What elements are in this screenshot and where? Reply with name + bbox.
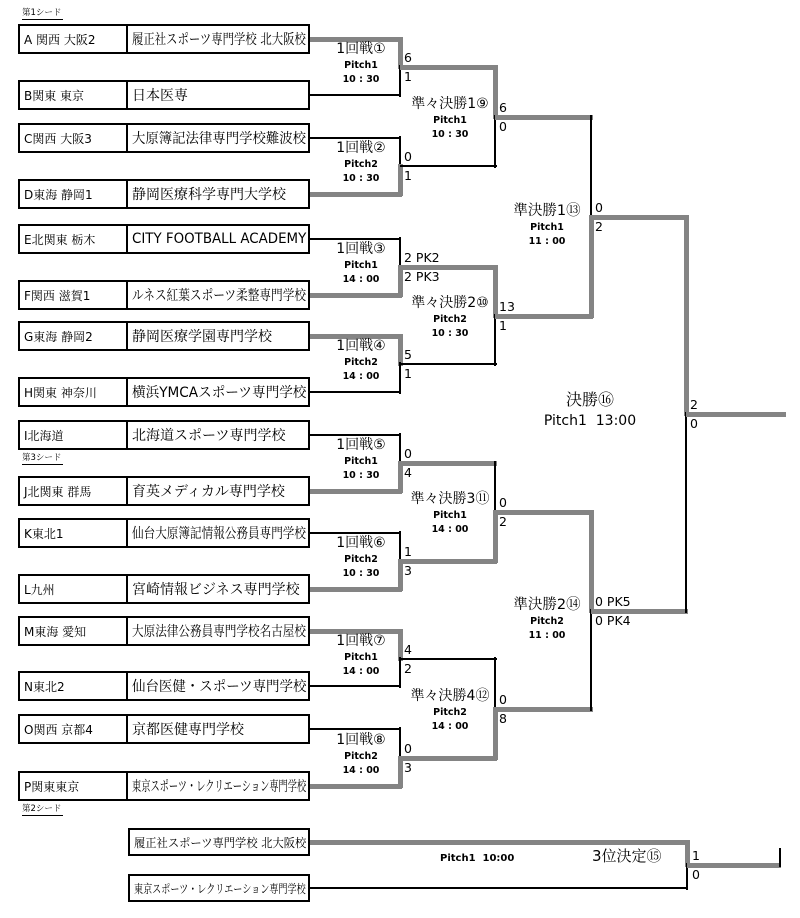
qf-match-3-label-time: 14 : 00 <box>431 524 469 535</box>
sf-match-1-label-title: 準決勝1⑬ <box>513 203 581 219</box>
sf-match-2-label-title: 準決勝2⑭ <box>513 597 581 613</box>
line-qf-1-bottom <box>494 115 496 168</box>
team-school-B <box>128 82 308 108</box>
line-qf-3-out <box>495 510 593 515</box>
team-region-E <box>20 226 128 252</box>
sf-match-2-score-top: 0 PK5 <box>595 594 631 609</box>
team-region-M <box>20 618 128 644</box>
team-school-label: 育英メディカル専門学校 <box>132 484 285 500</box>
round1-match-5-label-time: 10 : 30 <box>342 470 380 481</box>
qf-match-3-label-title: 準々決勝3⑪ <box>410 491 490 507</box>
line-team-L <box>310 587 402 592</box>
round1-match-8-label-title: 1回戦⑧ <box>336 732 386 748</box>
team-school-label: 北海道スポーツ専門学校 <box>132 428 286 444</box>
round1-match-3-label-title: 1回戦③ <box>336 241 386 257</box>
team-school-label: 静岡医療科学専門大学校 <box>132 187 286 203</box>
round1-match-1-label-time: 10 : 30 <box>342 74 380 85</box>
team-region-O <box>20 716 128 742</box>
round1-match-4-label-pitch: Pitch2 <box>344 357 378 368</box>
team-school-label: CITY FOOTBALL ACADEMY <box>132 231 307 247</box>
round1-match-1-label-title: 1回戦① <box>336 41 386 57</box>
round1-match-4-score-bottom: 1 <box>404 366 412 381</box>
third-place-school-label: 履正社スポーツ専門学校 北大阪校 <box>134 835 307 850</box>
round1-match-5-label-pitch: Pitch1 <box>344 456 378 467</box>
team-school-C <box>128 125 308 151</box>
team-region-C <box>20 125 128 151</box>
round1-match-2-label-time: 10 : 30 <box>342 173 380 184</box>
round1-match-7-label <box>322 632 400 678</box>
team-region-label: N東北2 <box>24 679 65 694</box>
team-school-M <box>128 618 308 644</box>
line-final-bottom <box>685 412 687 613</box>
team-school-P <box>128 773 308 799</box>
team-region-label: H関東 神奈川 <box>24 385 97 400</box>
team-box-E <box>18 224 310 254</box>
team-region-J <box>20 478 128 504</box>
line-r1-1-out <box>400 65 497 70</box>
team-school-label: 履正社スポーツ専門学校 北大阪校 <box>132 32 306 48</box>
sf-match-1-score-bottom: 2 <box>595 219 603 234</box>
line-r1-6-out <box>400 559 497 564</box>
line-qf-2-bottom <box>494 314 496 366</box>
third-place-score-top: 1 <box>692 848 700 863</box>
round1-match-4-score-top: 5 <box>404 347 412 362</box>
round1-match-6-label-time: 10 : 30 <box>342 568 380 579</box>
line-r1-7-out <box>400 658 497 660</box>
team-region-label: C関西 大阪3 <box>24 131 92 146</box>
team-school-label: 仙台大原簿記情報公務員専門学校 <box>132 526 306 542</box>
round1-match-1-label <box>322 40 400 86</box>
third-place-schedule: Pitch1 10:00 <box>440 853 515 864</box>
qf-match-1-score-top: 6 <box>499 100 507 115</box>
team-box-H <box>18 377 310 407</box>
round1-match-8-score-bottom: 3 <box>404 760 412 775</box>
line-qf-3-top <box>494 461 496 514</box>
team-school-label: 静岡医療学園専門学校 <box>132 329 272 345</box>
team-region-label: B関東 東京 <box>24 88 85 103</box>
line-qf-2-top <box>493 265 498 318</box>
team-school-label: 横浜YMCAスポーツ専門学校 <box>132 385 307 401</box>
team-region-I <box>20 422 128 448</box>
final-match-title: 決勝⑯ <box>565 390 614 409</box>
team-box-B <box>18 80 310 110</box>
round1-match-2-score-top: 0 <box>404 149 412 164</box>
line-team-O <box>310 728 401 730</box>
qf-match-2-label-time: 10 : 30 <box>431 328 469 339</box>
line-qf-1-out <box>495 115 593 120</box>
qf-match-2-label-title: 準々決勝2⑩ <box>411 295 489 311</box>
seed-label-1: 第1シード <box>22 8 62 18</box>
qf-match-4-score-bottom: 8 <box>499 711 507 726</box>
team-region-A <box>20 26 128 52</box>
round1-match-2-score-bottom: 1 <box>404 168 412 183</box>
line-qf-4-top <box>494 657 496 711</box>
team-region-B <box>20 82 128 108</box>
team-school-H <box>128 379 308 405</box>
qf-match-3-score-bottom: 2 <box>499 514 507 529</box>
round1-match-2-label <box>322 139 400 185</box>
qf-match-4-label-pitch: Pitch2 <box>433 707 467 718</box>
round1-match-5-label-title: 1回戦⑤ <box>336 437 386 453</box>
team-region-label: J北関東 群馬 <box>24 484 92 499</box>
sf-match-2-label <box>503 596 591 642</box>
team-school-label: 大原簿記法律専門学校難波校 <box>132 131 306 147</box>
round1-match-1-label-pitch: Pitch1 <box>344 60 378 71</box>
final-score-top: 2 <box>690 397 698 412</box>
sf-match-1-label-pitch: Pitch1 <box>530 222 564 233</box>
round1-match-7-score-top: 4 <box>404 642 412 657</box>
team-school-label: 京都医健専門学校 <box>132 722 244 738</box>
team-box-G <box>18 321 310 351</box>
round1-match-2-label-pitch: Pitch2 <box>344 159 378 170</box>
sf-match-1-label <box>503 202 591 248</box>
round1-match-4-label <box>322 337 400 383</box>
round1-match-6-label <box>322 534 400 580</box>
team-box-M <box>18 616 310 646</box>
team-box-P <box>18 771 310 801</box>
line-team-H <box>310 391 401 393</box>
third-place-label: 3位決定⑮ <box>592 847 662 865</box>
round1-match-5-score-bottom: 4 <box>404 465 412 480</box>
team-school-O <box>128 716 308 742</box>
team-region-G <box>20 323 128 349</box>
team-region-L <box>20 576 128 602</box>
third-place-school-label: 東京スポーツ・レクリエーション専門学校 <box>134 881 306 896</box>
line-team-B <box>310 94 401 96</box>
qf-match-1-label <box>407 95 493 141</box>
team-region-label: F関西 滋賀1 <box>24 288 91 303</box>
round1-match-5-score-top: 0 <box>404 446 412 461</box>
sf-match-2-label-time: 11 : 00 <box>528 630 566 641</box>
qf-match-1-label-title: 準々決勝1⑨ <box>411 96 489 112</box>
third-place-box-2 <box>128 874 310 902</box>
team-region-label: O関西 京都4 <box>24 722 93 737</box>
line-qf-3-bottom <box>493 510 498 563</box>
qf-match-4-label <box>407 687 493 733</box>
round1-match-3-label <box>322 240 400 286</box>
round1-match-4-label-title: 1回戦④ <box>336 338 386 354</box>
team-box-J <box>18 476 310 506</box>
qf-match-4-score-top: 0 <box>499 692 507 707</box>
line-3rd-winner <box>687 863 781 868</box>
line-qf-2-out <box>495 314 593 319</box>
round1-match-8-score-top: 0 <box>404 741 412 756</box>
team-region-label: A 関西 大阪2 <box>24 32 96 47</box>
sf-match-2-label-pitch: Pitch2 <box>530 616 564 627</box>
team-region-label: M東海 愛知 <box>24 624 87 639</box>
qf-match-2-label <box>407 294 493 340</box>
qf-match-4-label-title: 準々決勝4⑫ <box>410 688 490 704</box>
round1-match-8-label-time: 14 : 00 <box>342 765 380 776</box>
round1-match-5-label <box>322 436 400 482</box>
round1-match-6-label-title: 1回戦⑥ <box>336 535 386 551</box>
team-box-K <box>18 518 310 548</box>
line-sf-1-out <box>591 215 688 220</box>
team-school-D <box>128 181 308 207</box>
round1-match-1-score-top: 6 <box>404 50 412 65</box>
team-school-label: 仙台医健・スポーツ専門学校 <box>132 679 307 695</box>
team-box-L <box>18 574 310 604</box>
team-region-K <box>20 520 128 546</box>
team-region-label: G東海 静岡2 <box>24 329 93 344</box>
team-box-C <box>18 123 310 153</box>
team-region-label: I北海道 <box>24 428 64 443</box>
line-team-N <box>310 685 401 687</box>
final-match-label <box>515 390 665 430</box>
round1-match-8-label <box>322 731 400 777</box>
round1-match-7-label-title: 1回戦⑦ <box>336 633 386 649</box>
team-box-O <box>18 714 310 744</box>
team-region-label: E北関東 栃木 <box>24 232 96 247</box>
team-school-K <box>128 520 308 546</box>
team-region-label: P関東東京 <box>24 779 80 794</box>
line-qf-4-bottom <box>493 707 498 760</box>
team-box-F <box>18 280 310 310</box>
team-box-N <box>18 671 310 701</box>
team-region-label: K東北1 <box>24 526 64 541</box>
round1-match-7-label-time: 14 : 00 <box>342 666 380 677</box>
qf-match-4-label-time: 14 : 00 <box>431 721 469 732</box>
line-champion <box>686 412 786 417</box>
third-place-school-1 <box>130 830 308 854</box>
round1-match-6-label-pitch: Pitch2 <box>344 554 378 565</box>
team-school-F <box>128 282 308 308</box>
round1-match-7-label-pitch: Pitch1 <box>344 652 378 663</box>
sf-match-1-score-top: 0 <box>595 200 603 215</box>
qf-match-2-score-top: 13 <box>499 299 515 314</box>
line-team-P <box>310 784 402 789</box>
round1-match-6-score-bottom: 3 <box>404 563 412 578</box>
team-box-I <box>18 420 310 450</box>
team-school-label: 大原法律公務員専門学校名古屋校 <box>132 624 306 640</box>
team-school-label: 東京スポーツ・レクリエーション専門学校 <box>132 779 307 795</box>
team-school-label: 日本医専 <box>132 88 188 104</box>
round1-match-8-label-pitch: Pitch2 <box>344 751 378 762</box>
round1-match-6-score-top: 1 <box>404 544 412 559</box>
line-team-D <box>310 192 402 197</box>
team-region-F <box>20 282 128 308</box>
round1-match-2-label-title: 1回戦② <box>336 140 386 156</box>
qf-match-2-score-bottom: 1 <box>499 318 507 333</box>
line-final-top <box>684 215 689 416</box>
team-school-E <box>128 226 308 252</box>
round1-match-3-score-bottom: 2 PK3 <box>404 269 440 284</box>
team-school-G <box>128 323 308 349</box>
round1-match-7-score-bottom: 2 <box>404 661 412 676</box>
team-school-A <box>128 26 308 52</box>
line-3rd-bottom <box>310 887 688 889</box>
round1-match-3-label-time: 14 : 00 <box>342 274 380 285</box>
team-region-label: D東海 静岡1 <box>24 187 93 202</box>
round1-match-1-score-bottom: 1 <box>404 69 412 84</box>
sf-match-1-label-time: 11 : 00 <box>528 236 566 247</box>
final-score-bottom: 0 <box>690 416 698 431</box>
team-school-label: 宮崎情報ビジネス専門学校 <box>132 582 300 598</box>
line-3rd-end-tick <box>779 848 781 867</box>
team-region-D <box>20 181 128 207</box>
team-school-N <box>128 673 308 699</box>
seed-label-3: 第3シード <box>22 453 62 463</box>
team-region-P <box>20 773 128 799</box>
qf-match-1-label-pitch: Pitch1 <box>433 115 467 126</box>
line-r1-4-out <box>400 363 497 365</box>
team-school-L <box>128 576 308 602</box>
seed-label-2: 第2シード <box>22 804 62 814</box>
third-place-score-bottom: 0 <box>692 867 700 882</box>
line-r1-5-out <box>400 461 497 466</box>
round1-match-3-label-pitch: Pitch1 <box>344 260 378 271</box>
qf-match-3-score-top: 0 <box>499 495 507 510</box>
qf-match-1-score-bottom: 0 <box>499 119 507 134</box>
line-team-F <box>310 293 402 298</box>
round1-match-4-label-time: 14 : 00 <box>342 371 380 382</box>
team-region-label: L九州 <box>24 582 55 597</box>
team-region-N <box>20 673 128 699</box>
final-match-schedule: Pitch1 13:00 <box>543 413 637 429</box>
line-team-J <box>310 489 402 494</box>
line-qf-1-top <box>493 65 498 119</box>
line-3rd-top <box>310 840 689 845</box>
line-qf-4-out <box>495 707 593 712</box>
round1-match-3-score-top: 2 PK2 <box>404 250 440 265</box>
team-school-J <box>128 478 308 504</box>
third-place-school-2 <box>130 876 308 900</box>
team-school-I <box>128 422 308 448</box>
team-box-D <box>18 179 310 209</box>
qf-match-1-label-time: 10 : 30 <box>431 129 469 140</box>
qf-match-3-label-pitch: Pitch1 <box>433 510 467 521</box>
team-region-H <box>20 379 128 405</box>
qf-match-3-label <box>407 490 493 536</box>
team-box-A <box>18 24 310 54</box>
sf-match-2-score-bottom: 0 PK4 <box>595 613 631 628</box>
line-r1-2-out <box>400 165 497 167</box>
third-place-box-1 <box>128 828 310 856</box>
team-school-label: ルネス紅葉スポーツ柔整専門学校 <box>132 288 307 304</box>
qf-match-2-label-pitch: Pitch2 <box>433 314 467 325</box>
line-r1-8-out <box>400 756 497 761</box>
